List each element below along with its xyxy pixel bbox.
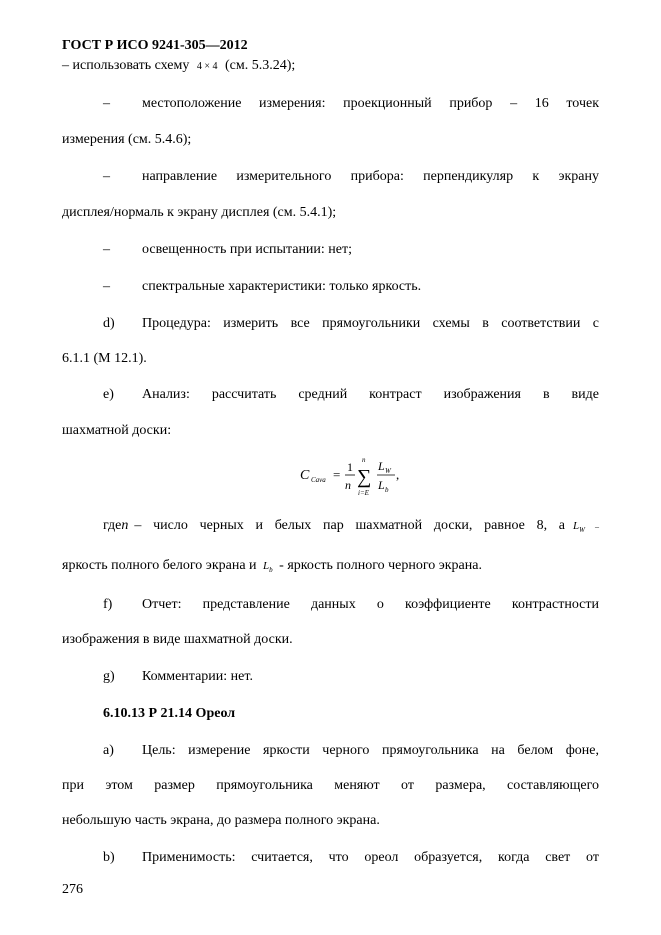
- bullet-dash: –: [103, 169, 110, 184]
- item-text-continued: изображения в виде шахматной доски.: [62, 632, 293, 647]
- bullet-dash: –: [103, 96, 110, 111]
- formula-fraction-denominator: n: [345, 478, 351, 492]
- formula-ratio-denominator-subscript: b: [385, 486, 389, 494]
- bullet-dash: –: [103, 279, 110, 294]
- formula-sum-upper: n: [362, 456, 366, 464]
- section-heading: 6.10.13 Р 21.14 Ореол: [103, 706, 236, 721]
- item-text-continued: шахматной доски:: [62, 423, 172, 438]
- item-text: Анализ: рассчитать средний контраст изображения в виде: [142, 387, 599, 402]
- item-marker: g): [103, 669, 115, 684]
- math-subscript: W: [579, 526, 585, 535]
- formula-equals: =: [333, 467, 341, 482]
- item-marker: d): [103, 316, 115, 331]
- text-fragment: – использовать схему: [62, 58, 190, 73]
- math-variable: [263, 560, 273, 575]
- item-marker: b): [103, 850, 115, 865]
- item-marker: a): [103, 743, 114, 758]
- math-subscript: b: [269, 566, 273, 575]
- formula-lhs: C: [300, 468, 310, 483]
- formula-comma: ,: [396, 467, 400, 482]
- text-fragment: –: [595, 522, 599, 531]
- bullet-text: спектральные характеристики: только яркость.: [142, 279, 422, 294]
- item-text: Применимость: считается, что ореол образуется, когда свет от: [142, 850, 599, 865]
- contrast-formula: [300, 452, 420, 502]
- bullet-dash: –: [103, 242, 110, 257]
- item-marker: e): [103, 387, 114, 402]
- item-text-continued: небольшую часть экрана, до размера полного экрана.: [62, 813, 380, 828]
- item-text: Отчет: представление данных о коэффициенте контрастности: [142, 597, 599, 612]
- bullet-text-continued: измерения (см. 5.4.6);: [62, 132, 192, 147]
- page-number: 276: [62, 882, 83, 897]
- math-inline: 4 × 4: [196, 61, 218, 72]
- bullet-text: освещенность при испытании: нет;: [142, 242, 353, 257]
- item-marker: f): [103, 597, 113, 612]
- document-header: ГОСТ Р ИСО 9241-305—2012: [62, 38, 248, 53]
- item-text: Комментарии: нет.: [142, 669, 253, 684]
- formula-fraction-numerator: 1: [347, 460, 353, 474]
- bullet-text: направление измерительного прибора: перпендикуляр к экрану: [142, 169, 599, 184]
- item-text-continued: при этом размер прямоугольника меняют от размера, составляющего: [62, 778, 599, 793]
- math-variable: [573, 520, 585, 534]
- text-fragment: - яркость полного черного экрана.: [279, 558, 482, 573]
- text-fragment: где: [103, 518, 122, 533]
- text-fragment: яркость полного белого экрана и: [62, 558, 257, 573]
- item-text: Цель: измерение яркости черного прямоугольника на белом фоне,: [142, 743, 599, 758]
- explanation-line: [103, 518, 599, 534]
- text-fragment: – число черных и белых пар шахматной доски, равное 8, а: [134, 518, 566, 533]
- formula-ratio-numerator-subscript: W: [385, 467, 391, 475]
- math-symbol: L: [263, 560, 270, 572]
- math-symbol: L: [573, 520, 580, 532]
- explanation-line: [62, 558, 482, 574]
- item-text: Процедура: измерить все прямоугольники схемы в соответствии с: [142, 316, 599, 331]
- formula-lhs-subscript: Cava: [311, 476, 326, 484]
- text-fragment: (см. 5.3.24);: [225, 58, 296, 73]
- text-line: [62, 58, 295, 74]
- bullet-text-continued: дисплея/нормаль к экрану дисплея (см. 5.4.1);: [62, 205, 337, 220]
- formula-sum-lower: i=E: [358, 489, 369, 497]
- math-variable: n: [121, 518, 129, 533]
- formula-ratio-denominator: L: [378, 478, 385, 492]
- formula-ratio-numerator: L: [378, 459, 385, 473]
- item-text-continued: 6.1.1 (М 12.1).: [62, 351, 147, 366]
- formula-sum-symbol: ∑: [357, 466, 372, 488]
- bullet-text: местоположение измерения: проекционный прибор – 16 точек: [142, 96, 599, 111]
